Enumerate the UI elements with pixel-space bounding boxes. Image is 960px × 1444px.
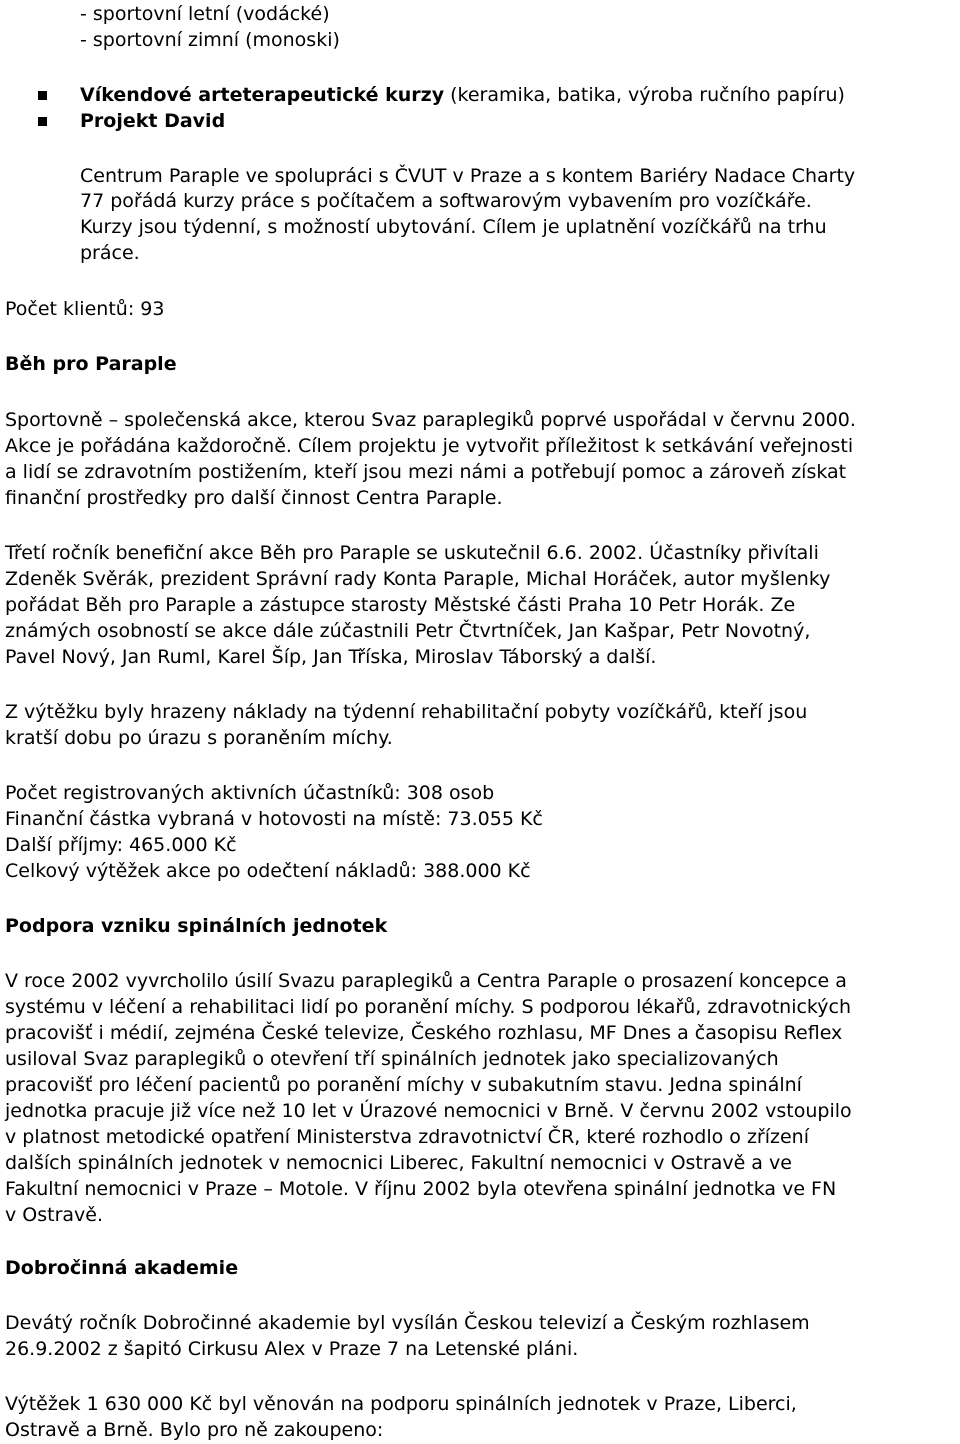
beh-p2-line: Zdeněk Svěrák, prezident Správní rady Konta Paraple, Michal Horáček, autor myšlenky — [5, 568, 831, 590]
beh-p1-line: a lidí se zdravotním postižením, kteří jsou mezi námi a potřebují pomoc a zároveň získat — [5, 461, 847, 483]
beh-stat-other-income: Další příjmy: 465.000 Kč — [5, 834, 237, 856]
akademie-p1-line: Devátý ročník Dobročinné akademie byl vysílán Českou televizí a Českým rozhlasem — [5, 1312, 810, 1334]
beh-p2-line: Pavel Nový, Jan Ruml, Karel Šíp, Jan Tříska, Miroslav Táborský a další. — [5, 646, 657, 668]
beh-p2-line: pořádat Běh pro Paraple a zástupce starosty Městské části Praha 10 Petr Horák. Ze — [5, 594, 796, 616]
beh-p3-line: kratší dobu po úrazu s poraněním míchy. — [5, 727, 393, 749]
beh-p1-line: Akce je pořádána každoročně. Cílem projektu je vytvořit příležitost k setkávání veřejnosti — [5, 435, 854, 457]
spinal-line: pracovišť i médií, zejména České televize, Českého rozhlasu, MF Dnes a časopisu Reflex — [5, 1022, 843, 1044]
beh-p2-line: Třetí ročník benefiční akce Běh pro Paraple se uskutečnil 6.6. 2002. Účastníky přivítali — [5, 542, 819, 564]
bullet-title: Víkendové arteterapeutické kurzy — [80, 84, 445, 106]
list-item-winter-sports: - sportovní zimní (monoski) — [80, 29, 340, 51]
section-heading-beh: Běh pro Paraple — [5, 353, 177, 375]
section-heading-akademie: Dobročinná akademie — [5, 1257, 239, 1279]
square-bullet-icon — [38, 117, 47, 126]
spinal-line: dalších spinálních jednotek v nemocnici Liberec, Fakultní nemocnici v Ostravě a ve — [5, 1152, 792, 1174]
david-line: Centrum Paraple ve spolupráci s ČVUT v Praze a s kontem Bariéry Nadace Charty — [80, 165, 856, 187]
bullet-detail: (keramika, batika, výroba ručního papíru) — [444, 84, 845, 106]
david-line: 77 pořádá kurzy práce s počítačem a softwarovým vybavením pro vozíčkáře. — [80, 190, 812, 212]
beh-p3-line: Z výtěžku byly hrazeny náklady na týdenní rehabilitační pobyty vozíčkářů, kteří jsou — [5, 701, 808, 723]
akademie-p2-line: Ostravě a Brně. Bylo pro ně zakoupeno: — [5, 1419, 384, 1441]
david-line: práce. — [80, 242, 140, 264]
beh-stat-total: Celkový výtěžek akce po odečtení nákladů: 388.000 Kč — [5, 860, 531, 882]
spinal-line: pracovišť pro léčení pacientů po poranění míchy v subakutním stavu. Jedna spinální — [5, 1074, 802, 1096]
spinal-line: Fakultní nemocnici v Praze – Motole. V říjnu 2002 byla otevřena spinální jednotka ve FN — [5, 1178, 837, 1200]
spinal-line: V roce 2002 vyvrcholilo úsilí Svazu paraplegiků a Centra Paraple o prosazení koncepce a — [5, 970, 847, 992]
section-heading-spinal: Podpora vzniku spinálních jednotek — [5, 915, 388, 937]
clients-count: Počet klientů: 93 — [5, 298, 165, 320]
list-item-summer-sports: - sportovní letní (vodácké) — [80, 3, 330, 25]
square-bullet-icon — [38, 91, 47, 100]
beh-p1-line: Sportovně – společenská akce, kterou Svaz paraplegiků poprvé uspořádal v červnu 2000. — [5, 409, 856, 431]
beh-stat-cash: Finanční částka vybraná v hotovosti na místě: 73.055 Kč — [5, 808, 543, 830]
spinal-line: v platnost metodické opatření Ministerstva zdravotnictví ČR, které rozhodlo o zřízení — [5, 1126, 809, 1148]
akademie-p2-line: Výtěžek 1 630 000 Kč byl věnován na podporu spinálních jednotek v Praze, Liberci, — [5, 1393, 797, 1415]
spinal-line: systému v léčení a rehabilitaci lidí po poranění míchy. S podporou lékařů, zdravotnických — [5, 996, 851, 1018]
david-line: Kurzy jsou týdenní, s možností ubytování. Cílem je uplatnění vozíčkářů na trhu — [80, 216, 827, 238]
bullet-title: Projekt David — [80, 110, 226, 132]
akademie-p1-line: 26.9.2002 z šapitó Cirkusu Alex v Praze 7 na Letenské pláni. — [5, 1338, 579, 1360]
beh-p1-line: finanční prostředky pro další činnost Centra Paraple. — [5, 487, 503, 509]
beh-stat-participants: Počet registrovaných aktivních účastníků: 308 osob — [5, 782, 495, 804]
beh-p2-line: známých osobností se akce dále zúčastnili Petr Čtvrtníček, Jan Kašpar, Petr Novotný, — [5, 620, 811, 642]
spinal-line: jednotka pracuje již více než 10 let v Úrazové nemocnici v Brně. V červnu 2002 vstoupilo — [5, 1100, 852, 1122]
spinal-line: usiloval Svaz paraplegiků o otevření tří spinálních jednotek jako specializovaných — [5, 1048, 779, 1070]
spinal-line: v Ostravě. — [5, 1204, 104, 1226]
